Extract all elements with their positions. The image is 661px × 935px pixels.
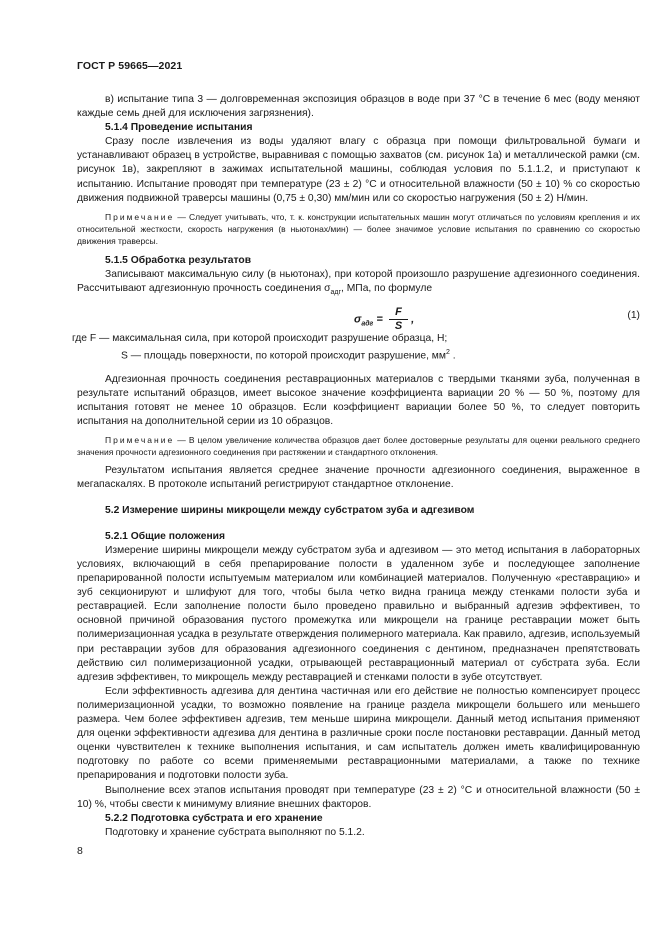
formula-comma: , xyxy=(411,313,415,326)
paragraph-result: Результатом испытания является среднее значение прочности адгезионного соединения, выраженное в мегапаскалях. В протоколе испытаний регистрируют стандартное отклонение. xyxy=(77,464,640,490)
note-2-text: — В целом увеличение количества образцов дает более достоверные результаты для оценки реального среднего значения прочности адгезионного соединения при растяжении и стандартного отклонения. xyxy=(77,435,640,458)
heading-5-1-4: 5.1.4 Проведение испытания xyxy=(105,122,253,134)
where-S xyxy=(77,346,640,364)
formula-number: (1) xyxy=(627,310,640,322)
paragraph-5-1-5-text-a: Записывают максимальную силу (в ньютонах), при которой произошло разрушение адгезионного соединения. Рассчитывают адгезионную прочность соединения σ xyxy=(77,269,640,295)
document-body xyxy=(72,93,640,840)
paragraph-variation: Адгезионная прочность соединения реставрационных материалов с твердыми тканями зуба, полученная в результате испытаний образцов, имеет высокое значение коэффициента вариации 20 % — 50 %, поэтому для испытания готовят не менее 10 образцов. Если коэффициент вариации более 50 %, то следует повторить испытания на дополнительной серии из 10 образцов. xyxy=(77,373,640,428)
note-1-label: Примечание xyxy=(105,211,175,222)
paragraph-5-2-1-b: Если эффективность адгезива для дентина частичная или его действие не полностью компенсирует процесс полимеризационной усадки, то возможно появление на границе раздела микрощели большего или меньшего размера. Чем более эффективен адгезив, тем меньше ширина микрощели. Данный метод испытания применяют для оценки эффективности адгезива для дентина в различные сроки после постановки реставрации. Данный метод оценки чувствителен к технике выполнения испытания, и сам испытатель должен иметь квалифицированную подготовку по работе со всеми применяемыми реставрационными материалами, а также по технике препарирования и подготовки полости зуба. xyxy=(77,685,640,782)
formula-denominator: S xyxy=(394,320,403,333)
page-number: 8 xyxy=(77,845,83,857)
paragraph-5-1-5-text-b: , МПа, по формуле xyxy=(341,283,433,295)
paragraph-5-1-5 xyxy=(77,268,640,300)
note-2-label: Примечание xyxy=(105,435,175,446)
paragraph-5-2-1-a: Измерение ширины микрощели между субстратом зуба и адгезивом — это метод испытания в лабораторных условиях, включающий в себя препарирование полости в удаленном зубе и последующее заполнение препарированной полости испытуемым материалом или комбинацией материалов. Полученную «реставрацию» и зуб секционируют и шлифуют для того, чтобы была четко видна граница между стенками полости зуба и реставрацией. Если заполнение полости было проведено правильно и выбранный адгезив эффективен, то основной причиной образования пустого промежутка или микрощели на границе реставрации может быть полимеризационная усадка в результате отверждения полимерного материала. Как правило, адгезив, используемый при реставрации зубов для образования адгезионного соединения с дентином, предназначен препятствовать действию сил полимеризационной усадки, отрывающей реставрационный материал от субстрата зуба. Если адгезив эффективен, то микрощель между реставрацией и стенками полости в зубе отсутствует. xyxy=(77,544,640,683)
heading-5-2-2: 5.2.2 Подготовка субстрата и его хранение xyxy=(105,812,323,824)
where-F: где F — максимальная сила, при которой происходит разрушение образца, Н; xyxy=(72,333,448,345)
where-S-superscript: 2 xyxy=(445,349,450,357)
formula-sigma: σ xyxy=(354,313,362,326)
note-1-text: — Следует учитывать, что, т. к. конструкции испытательных машин могут отличаться по условиям крепления и их относительной жесткости, скорость нагружения (в ньютонах/мин) — более значимое условие испытания по сравнению со скоростью движения траверсы. xyxy=(77,211,640,246)
paragraph-test-type-3: в) испытание типа 3 — долговременная экспозиция образцов в воде при 37 °С в течение 6 мес (воду меняют каждые семь дней для исключения загрязнения). xyxy=(77,94,640,120)
formula-numerator: F xyxy=(389,306,408,320)
formula-sigma-subscript: адг xyxy=(361,320,374,328)
heading-5-2: 5.2 Измерение ширины микрощели между субстратом зуба и адгезивом xyxy=(105,504,475,516)
paragraph-5-1-4: Сразу после извлечения из воды удаляют влагу с образца при помощи фильтровальной бумаги и устанавливают образец в устройстве, выравнивая с помощью захватов (см. рисунок 1а) и металлической рамки (см. рисунок 1в), закрепляют в зажимах испытательной машины, соблюдая условия по 5.1.1.2, и приступают к испытанию. Испытание проводят при температуре (23 ± 2) °С и относительной влажности (50 ± 10) % со скоростью движения подвижной траверсы машины (0,75 ± 0,30) мм/мин или со скоростью нагружения (50 ± 2) Н/мин. xyxy=(77,136,640,204)
formula-equals: = xyxy=(373,313,386,326)
formula-fraction xyxy=(389,306,408,333)
paragraph-5-2-2: Подготовку и хранение субстрата выполняют по 5.1.2. xyxy=(105,826,365,838)
standard-header: ГОСТ Р 59665—2021 xyxy=(77,60,183,72)
where-S-end: . xyxy=(449,350,456,362)
paragraph-5-2-1-c: Выполнение всех этапов испытания проводят при температуре (23 ± 2) °С и относительной влажности (50 ± 10) %, чтобы свести к минимуму влияние внешних факторов. xyxy=(77,784,640,810)
formula-expression xyxy=(354,306,414,333)
heading-5-1-5: 5.1.5 Обработка результатов xyxy=(105,255,252,267)
note-1 xyxy=(77,211,640,247)
paragraph-5-1-5-subscript: адг xyxy=(330,289,341,297)
heading-5-2-1: 5.2.1 Общие положения xyxy=(105,530,225,542)
formula-1 xyxy=(77,302,640,332)
note-2 xyxy=(77,434,640,458)
where-S-text: S — площадь поверхности, по которой происходит разрушение, мм xyxy=(121,350,446,362)
